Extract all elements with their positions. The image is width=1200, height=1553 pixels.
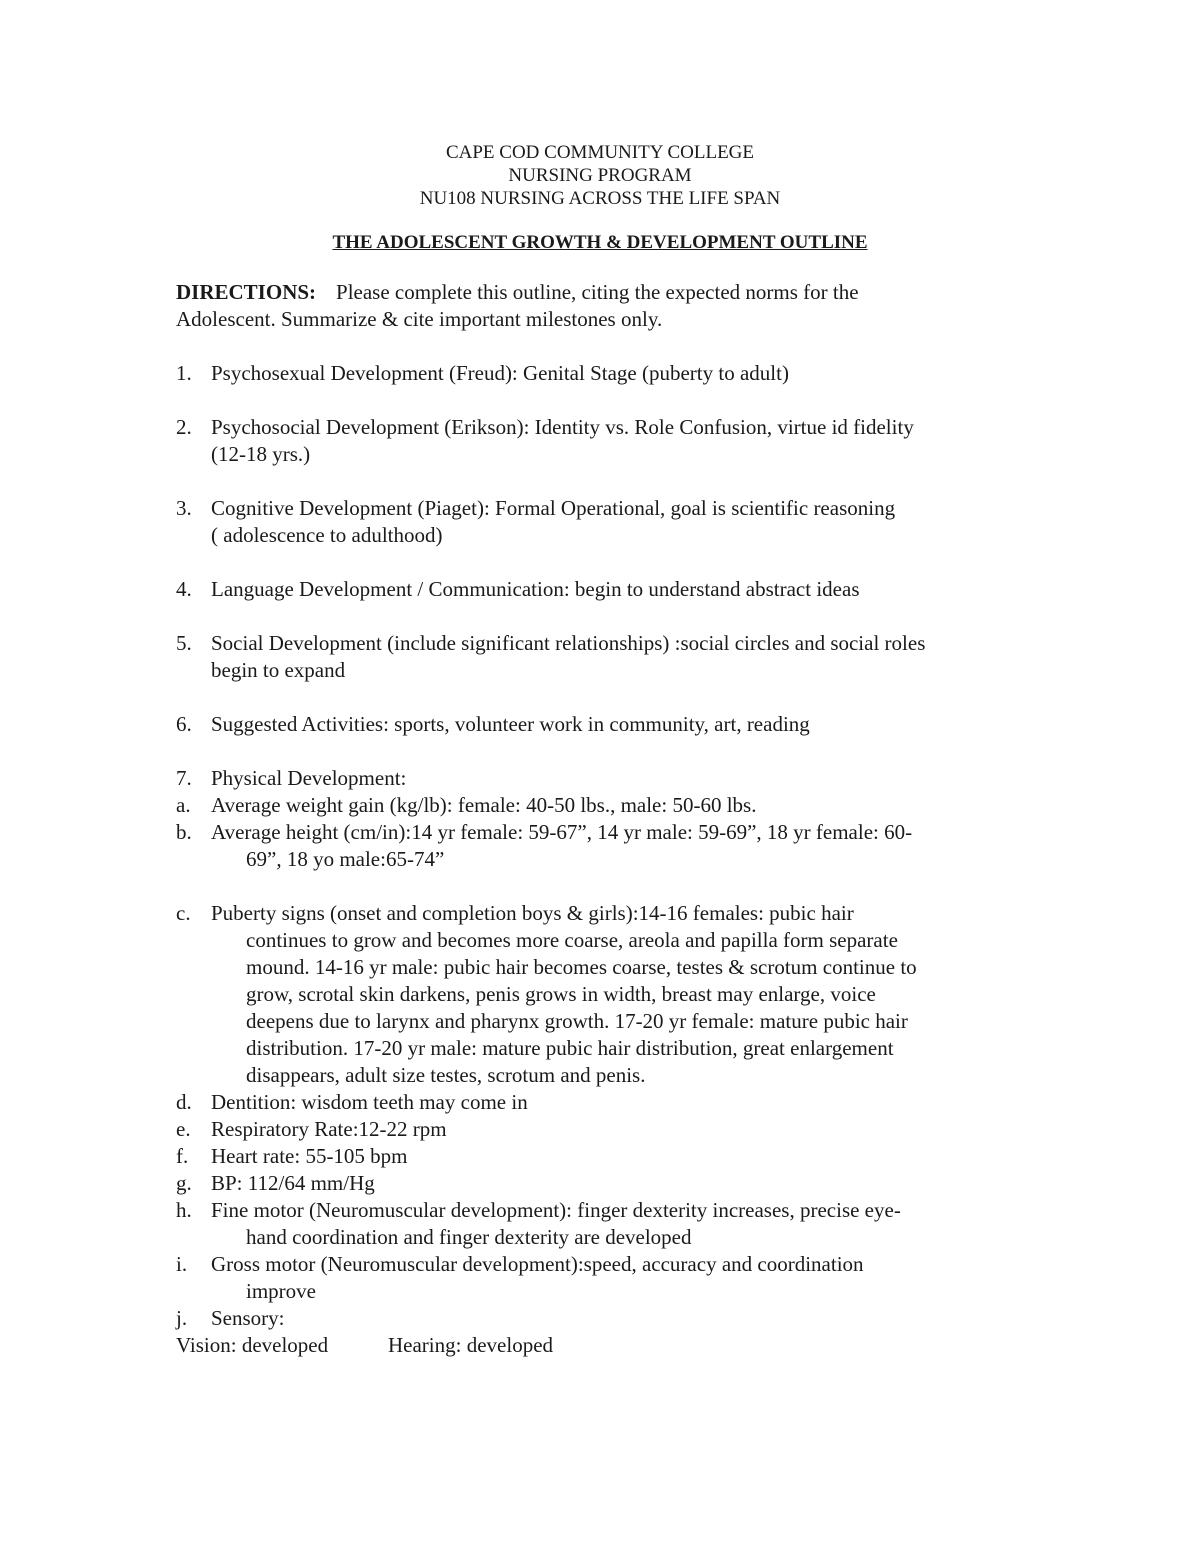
list-item-text: Psychosexual Development (Freud): Genital Stage (puberty to adult) (211, 361, 789, 385)
course-name: NU108 NURSING ACROSS THE LIFE SPAN (419, 188, 781, 209)
list-item-text: Social Development (include significant relationships) :social circles and social roles (211, 631, 926, 655)
sub-item-text: Respiratory Rate:12-22 rpm (211, 1117, 447, 1141)
list-item-number: 1. (176, 361, 192, 385)
sub-item-text: Sensory: (211, 1306, 285, 1330)
list-item-continuation: begin to expand (211, 658, 346, 682)
sub-item-continuation: mound. 14-16 yr male: pubic hair becomes coarse, testes & scrotum continue to (246, 955, 917, 979)
sub-item-letter: i. (176, 1252, 188, 1276)
list-item-number: 3. (176, 496, 192, 520)
sub-item-text: Heart rate: 55-105 bpm (211, 1144, 408, 1168)
sub-item-letter: g. (176, 1171, 192, 1195)
list-item-number: 5. (176, 631, 192, 655)
sub-item-letter: a. (176, 793, 191, 817)
list-item-text: Language Development / Communication: begin to understand abstract ideas (211, 577, 860, 601)
directions-text-line1: Please complete this outline, citing the expected norms for the (336, 280, 859, 304)
directions-block (176, 279, 859, 333)
list-item-number: 4. (176, 577, 192, 601)
sub-item-letter: e. (176, 1117, 191, 1141)
document-header (0, 141, 1200, 210)
college-name: CAPE COD COMMUNITY COLLEGE (445, 142, 755, 163)
sub-item-letter: d. (176, 1090, 192, 1114)
list-item-text: Physical Development: (211, 766, 407, 790)
document-title: THE ADOLESCENT GROWTH & DEVELOPMENT OUTLINE (332, 232, 868, 253)
sub-item-continuation: continues to grow and becomes more coarse, areola and papilla form separate (246, 928, 898, 952)
sub-item-letter: c. (176, 901, 191, 925)
sub-item-continuation: hand coordination and finger dexterity are developed (246, 1225, 692, 1249)
sub-item-continuation: grow, scrotal skin darkens, penis grows in width, breast may enlarge, voice (246, 982, 876, 1006)
list-item-continuation: (12-18 yrs.) (211, 442, 311, 466)
hearing-status: Hearing: developed (388, 1333, 554, 1357)
list-item-number: 7. (176, 766, 192, 790)
sub-item-letter: b. (176, 820, 192, 844)
sub-item-letter: h. (176, 1198, 192, 1222)
sub-item-text: Gross motor (Neuromuscular development):speed, accuracy and coordination (211, 1252, 864, 1276)
list-item-number: 2. (176, 415, 192, 439)
list-item-number: 6. (176, 712, 192, 736)
sub-item-letter: f. (176, 1144, 189, 1168)
sub-item-text: Fine motor (Neuromuscular development): finger dexterity increases, precise eye- (211, 1198, 901, 1222)
sub-item-continuation: deepens due to larynx and pharynx growth. 17-20 yr female: mature pubic hair (246, 1009, 908, 1033)
sub-item-continuation: disappears, adult size testes, scrotum and penis. (246, 1063, 646, 1087)
sub-item-continuation: distribution. 17-20 yr male: mature pubic hair distribution, great enlargement (246, 1036, 894, 1060)
vision-status: Vision: developed (176, 1333, 329, 1357)
program-name: NURSING PROGRAM (508, 165, 692, 186)
list-item-text: Psychosocial Development (Erikson): Identity vs. Role Confusion, virtue id fidelity (211, 415, 914, 439)
sub-item-text: BP: 112/64 mm/Hg (211, 1171, 375, 1195)
sub-item-continuation: 69”, 18 yo male:65-74” (246, 847, 445, 871)
sub-item-continuation: improve (246, 1279, 316, 1303)
sensory-details (176, 1332, 554, 1359)
sub-item-text: Dentition: wisdom teeth may come in (211, 1090, 528, 1114)
sub-item-letter: j. (176, 1306, 188, 1330)
sub-item-text: Average height (cm/in):14 yr female: 59-67”, 14 yr male: 59-69”, 18 yr female: 60- (211, 820, 913, 844)
directions-label: DIRECTIONS: (176, 280, 317, 304)
sub-item-text: Average weight gain (kg/lb): female: 40-50 lbs., male: 50-60 lbs. (211, 793, 757, 817)
directions-text-line2: Adolescent. Summarize & cite important milestones only. (176, 307, 663, 331)
sub-item-text: Puberty signs (onset and completion boys & girls):14-16 females: pubic hair (211, 901, 854, 925)
list-item-text: Suggested Activities: sports, volunteer work in community, art, reading (211, 712, 810, 736)
list-item-continuation: ( adolescence to adulthood) (211, 523, 443, 547)
list-item-text: Cognitive Development (Piaget): Formal Operational, goal is scientific reasoning (211, 496, 896, 520)
